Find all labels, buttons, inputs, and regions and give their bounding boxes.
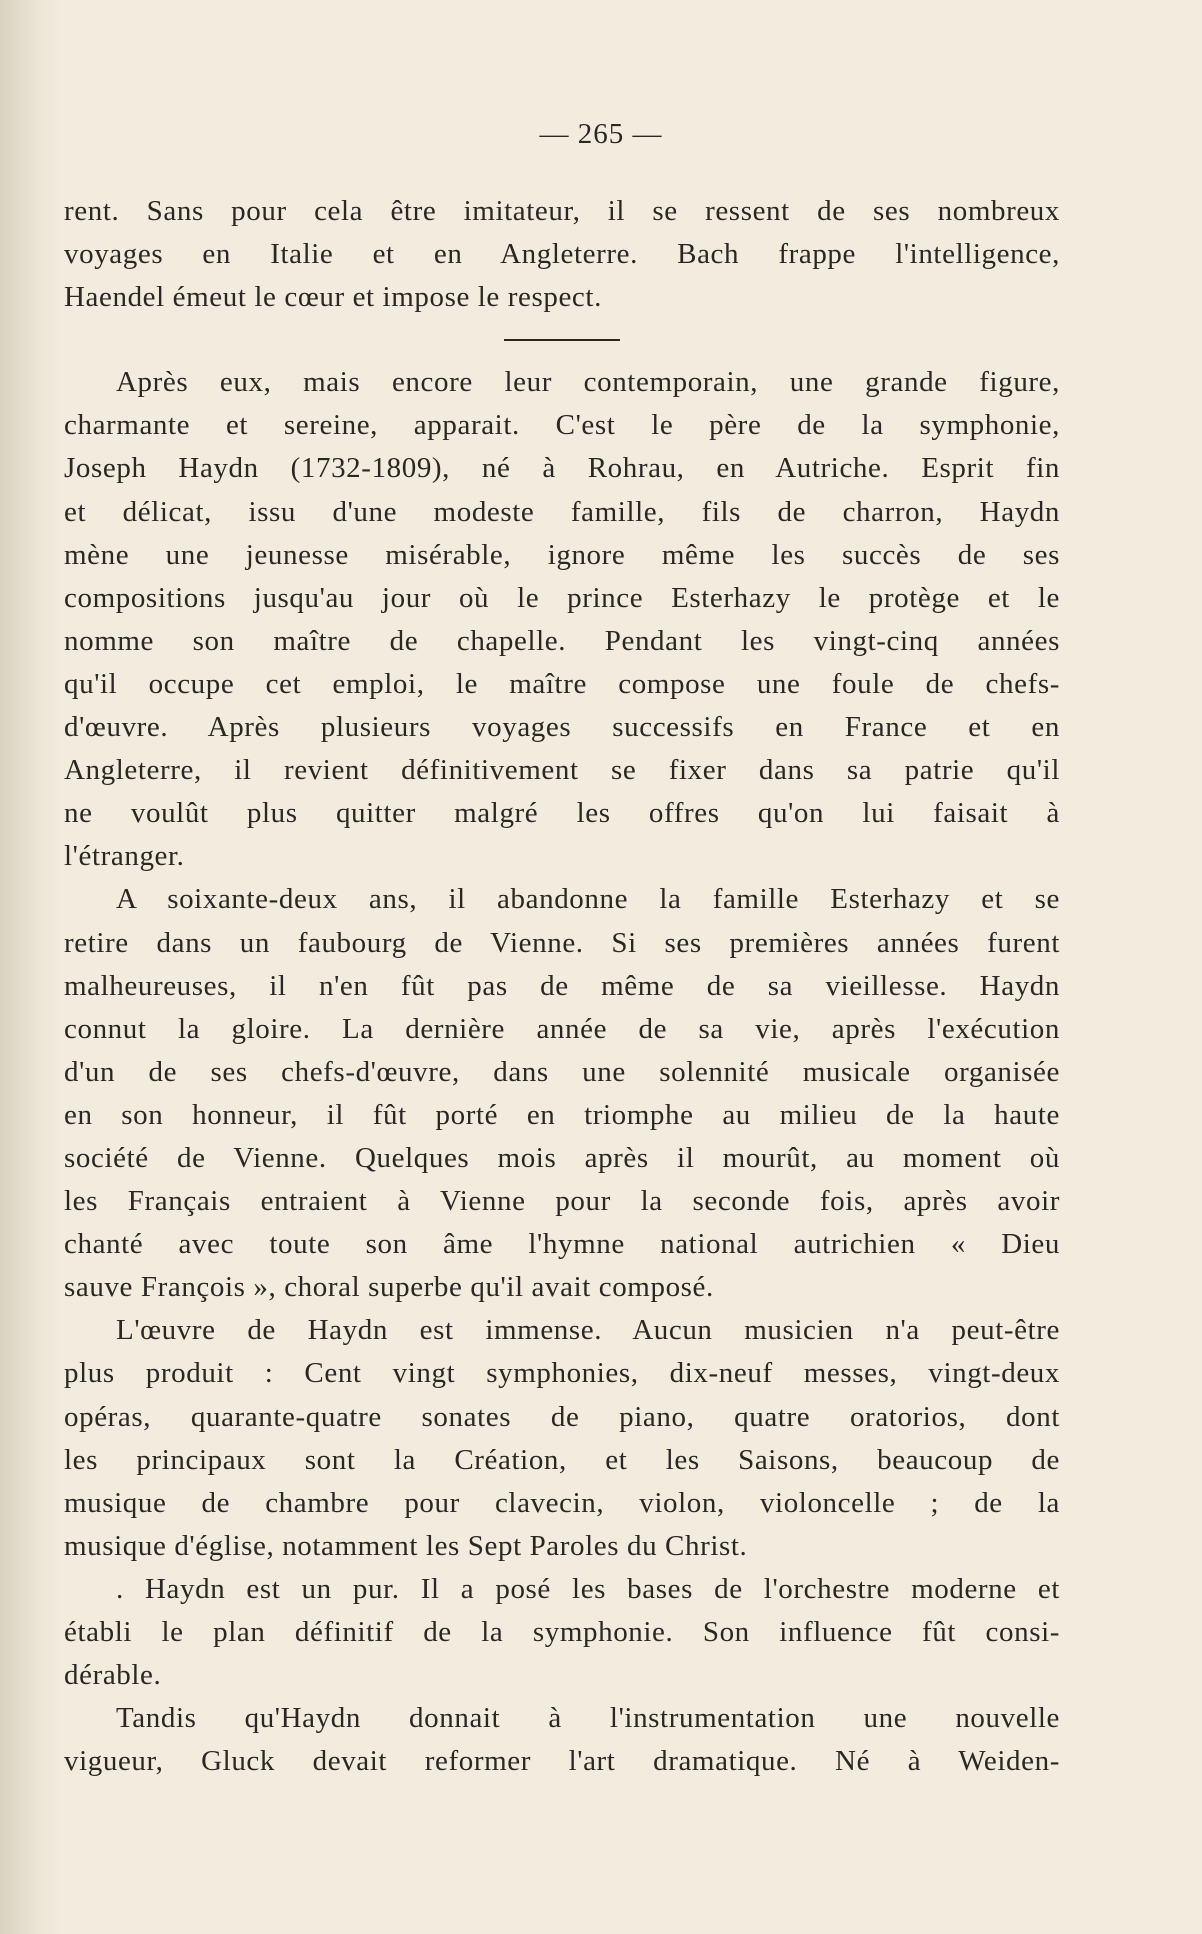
text-line: chanté avec toute son âme l'hymne national autrichien « Dieu <box>64 1228 1060 1261</box>
page-number-text: — 265 — <box>539 118 663 150</box>
text-line: Tandis qu'Haydn donnait à l'instrumentation une nouvelle <box>116 1702 1060 1735</box>
text-line: Joseph Haydn (1732-1809), né à Rohrau, en Autriche. Esprit fin <box>64 452 1060 485</box>
text-line: en son honneur, il fût porté en triomphe au milieu de la haute <box>64 1098 1060 1131</box>
text-line: les principaux sont la Création, et les Saisons, beaucoup de <box>64 1443 1060 1476</box>
text-line: d'œuvre. Après plusieurs voyages successifs en France et en <box>64 711 1060 744</box>
text-line: qu'il occupe cet emploi, le maître compose une foule de chefs- <box>64 667 1060 700</box>
page-number <box>0 118 1202 151</box>
text-line: retire dans un faubourg de Vienne. Si ses premières années furent <box>64 926 1060 959</box>
text-line: A soixante-deux ans, il abandonne la famille Esterhazy et se <box>116 883 1060 916</box>
text-line: Haendel émeut le cœur et impose le respect. <box>64 281 602 314</box>
paragraph <box>64 1697 1060 1783</box>
text-line: musique d'église, notamment les Sept Paroles du Christ. <box>64 1529 748 1562</box>
text-line: sauve François », choral superbe qu'il avait composé. <box>64 1271 714 1304</box>
text-line: et délicat, issu d'une modeste famille, fils de charron, Haydn <box>64 495 1060 528</box>
text-line: ne voulût plus quitter malgré les offres qu'on lui faisait à <box>64 797 1060 830</box>
text-line: établi le plan définitif de la symphonie. Son influence fût consi- <box>64 1616 1060 1648</box>
section-separator <box>504 339 620 341</box>
text-line: société de Vienne. Quelques mois après il mourût, au moment où <box>64 1141 1060 1174</box>
page-edge-shadow <box>0 0 60 1934</box>
body-text <box>64 190 1060 1783</box>
text-line: connut la gloire. La dernière année de sa vie, après l'exécution <box>64 1012 1060 1045</box>
text-line: les Français entraient à Vienne pour la seconde fois, après avoir <box>64 1185 1060 1218</box>
text-line: l'étranger. <box>64 840 185 873</box>
text-line: Après eux, mais encore leur contemporain, une grande figure, <box>116 366 1060 399</box>
text-line: malheureuses, il n'en fût pas de même de sa vieillesse. Haydn <box>64 969 1060 1002</box>
text-line: vigueur, Gluck devait reformer l'art dramatique. Né à Weiden- <box>64 1745 1060 1778</box>
text-line: charmante et sereine, apparait. C'est le père de la symphonie, <box>64 409 1060 442</box>
text-line: compositions jusqu'au jour où le prince Esterhazy le protège et le <box>64 581 1060 614</box>
paragraph <box>64 1568 1060 1697</box>
text-line: rent. Sans pour cela être imitateur, il se ressent de ses nombreux <box>64 195 1060 227</box>
text-line: plus produit : Cent vingt symphonies, dix-neuf messes, vingt-deux <box>64 1357 1060 1390</box>
text-line: nomme son maître de chapelle. Pendant les vingt-cinq années <box>64 624 1060 657</box>
paragraph <box>64 361 1060 878</box>
paragraph <box>64 878 1060 1309</box>
text-line: musique de chambre pour clavecin, violon, violoncelle ; de la <box>64 1486 1060 1519</box>
paragraph <box>64 1309 1060 1568</box>
text-line: d'un de ses chefs-d'œuvre, dans une solennité musicale organisée <box>64 1055 1060 1088</box>
text-line: mène une jeunesse misérable, ignore même les succès de ses <box>64 538 1060 571</box>
text-line: L'œuvre de Haydn est immense. Aucun musicien n'a peut-être <box>116 1314 1060 1347</box>
text-line: Angleterre, il revient définitivement se fixer dans sa patrie qu'il <box>64 754 1060 787</box>
paragraph <box>64 190 1060 319</box>
text-line: . Haydn est un pur. Il a posé les bases de l'orchestre moderne et <box>116 1572 1060 1605</box>
text-line: voyages en Italie et en Angleterre. Bach frappe l'intelligence, <box>64 238 1060 271</box>
text-line: opéras, quarante-quatre sonates de piano, quatre oratorios, dont <box>64 1400 1060 1433</box>
text-line: dérable. <box>64 1659 162 1692</box>
